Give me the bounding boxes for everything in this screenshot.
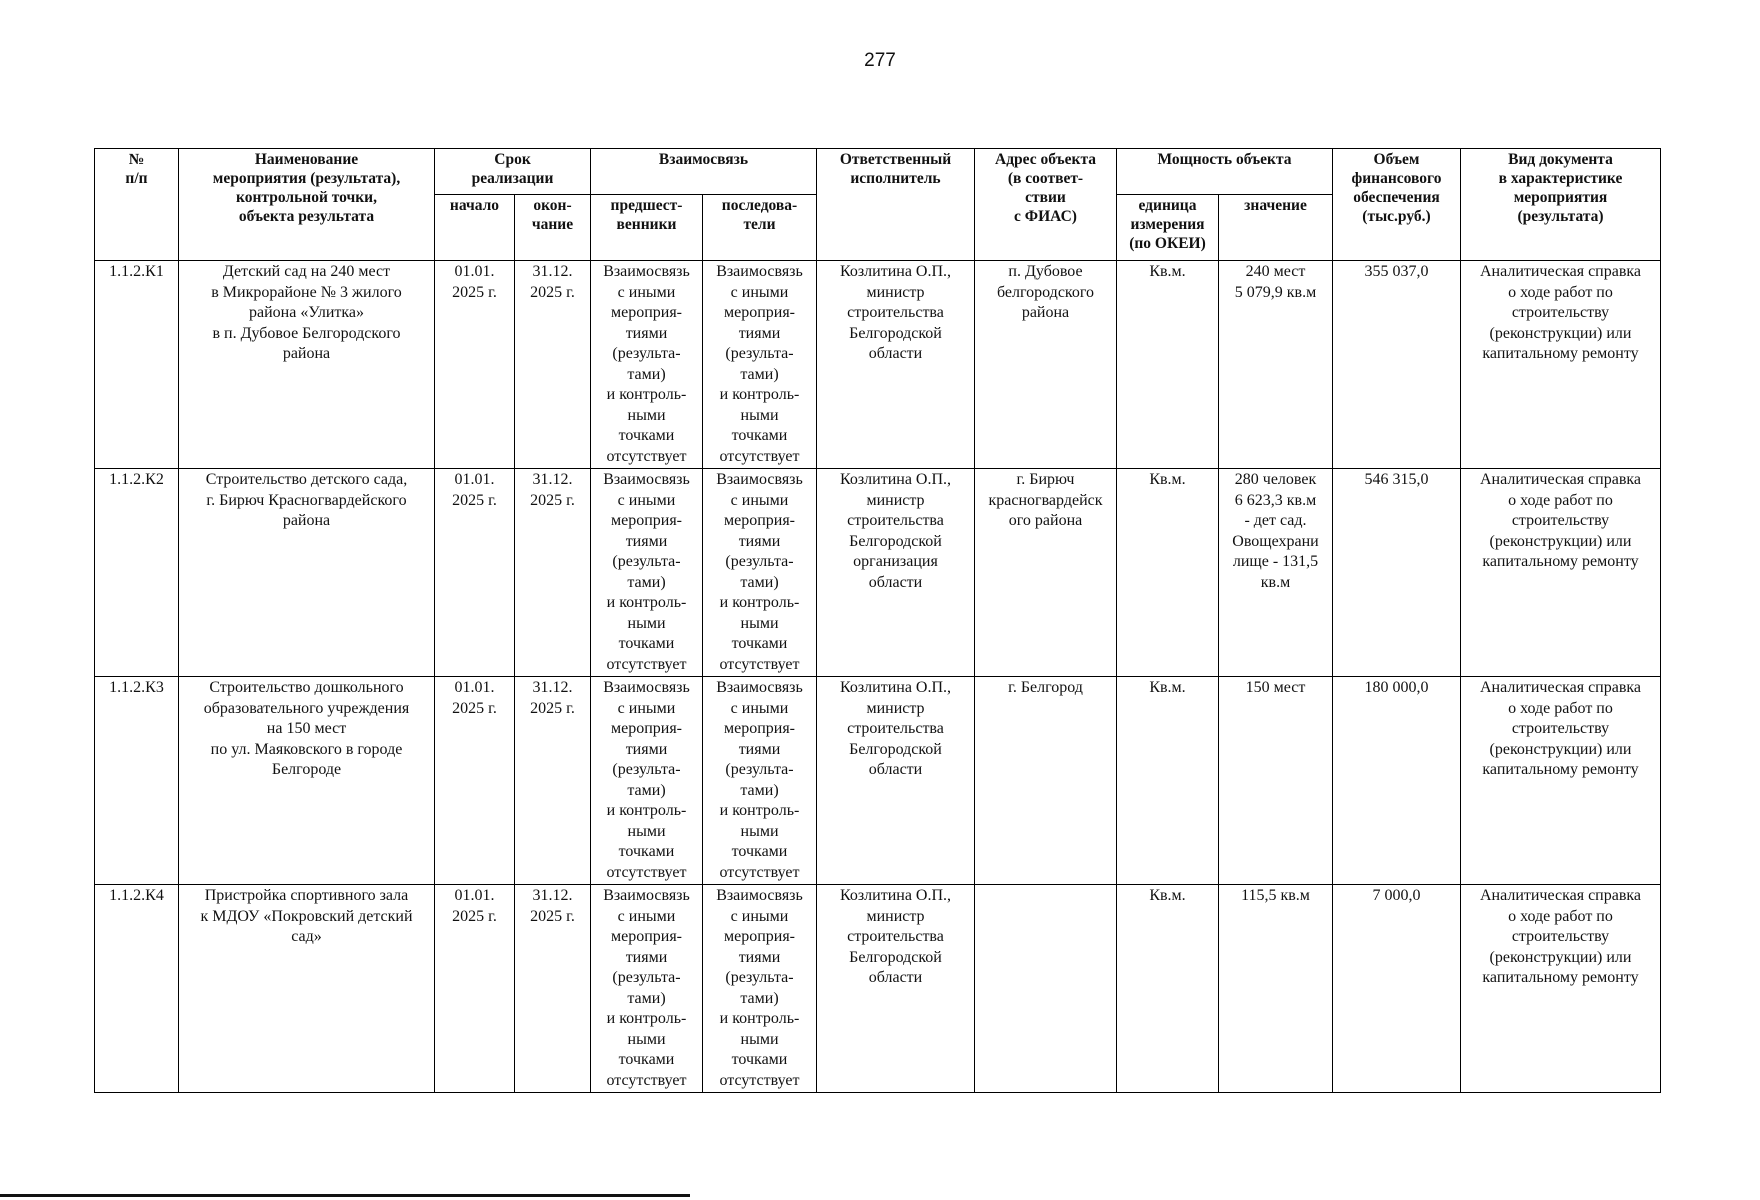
header-period: Срок реализации [435,149,591,195]
cell-doc-type: Аналитическая справка о ходе работ по строительству (реконструкции) или капитальному ремонту [1461,677,1661,885]
cell-successors: Взаимосвязь с иными мероприя- тиями (результа- тами) и контроль- ными точками отсутствует [703,261,817,469]
header-value: значение [1219,195,1333,261]
cell-name: Пристройка спортивного зала к МДОУ «Покровский детский сад» [179,885,435,1093]
cell-successors: Взаимосвязь с иными мероприя- тиями (результа- тами) и контроль- ными точками отсутствует [703,885,817,1093]
cell-address: г. Бирюч красногвардейск ого района [975,469,1117,677]
table-row [95,677,1661,885]
cell-address: п. Дубовое белгородского района [975,261,1117,469]
cell-predecessors: Взаимосвязь с иными мероприя- тиями (результа- тами) и контроль- ными точками отсутствует [591,261,703,469]
cell-num: 1.1.2.К1 [95,261,179,469]
cell-start: 01.01. 2025 г. [435,469,515,677]
header-num: № п/п [95,149,179,261]
cell-successors: Взаимосвязь с иными мероприя- тиями (результа- тами) и контроль- ными точками отсутствует [703,677,817,885]
header-capacity: Мощность объекта [1117,149,1333,195]
cell-responsible: Козлитина О.П., министр строительства Белгородской области [817,885,975,1093]
cell-end: 31.12. 2025 г. [515,469,591,677]
cell-unit: Кв.м. [1117,677,1219,885]
table-row [95,261,1661,469]
header-relation: Взаимосвязь [591,149,817,195]
cell-value: 115,5 кв.м [1219,885,1333,1093]
cell-end: 31.12. 2025 г. [515,677,591,885]
cell-start: 01.01. 2025 г. [435,885,515,1093]
header-funding: Объем финансового обеспечения (тыс.руб.) [1333,149,1461,261]
cell-funding: 180 000,0 [1333,677,1461,885]
cell-funding: 355 037,0 [1333,261,1461,469]
cell-value: 240 мест 5 079,9 кв.м [1219,261,1333,469]
cell-value: 280 человек 6 623,3 кв.м - дет сад. Овощехрани лище - 131,5 кв.м [1219,469,1333,677]
header-name: Наименование мероприятия (результата), контрольной точки, объекта результата [179,149,435,261]
cell-responsible: Козлитина О.П., министр строительства Белгородской области [817,261,975,469]
cell-value: 150 мест [1219,677,1333,885]
header-end: окон- чание [515,195,591,261]
cell-predecessors: Взаимосвязь с иными мероприя- тиями (результа- тами) и контроль- ными точками отсутствует [591,677,703,885]
cell-doc-type: Аналитическая справка о ходе работ по строительству (реконструкции) или капитальному ремонту [1461,469,1661,677]
cell-name: Детский сад на 240 мест в Микрорайоне № 3 жилого района «Улитка» в п. Дубовое Белгородского района [179,261,435,469]
header-successors: последова- тели [703,195,817,261]
cell-unit: Кв.м. [1117,261,1219,469]
page-number: 277 [864,50,896,71]
cell-funding: 546 315,0 [1333,469,1461,677]
cell-end: 31.12. 2025 г. [515,261,591,469]
header-unit: единица измерения (по ОКЕИ) [1117,195,1219,261]
cell-end: 31.12. 2025 г. [515,885,591,1093]
cell-name: Строительство дошкольного образовательного учреждения на 150 мест по ул. Маяковского в городе Белгороде [179,677,435,885]
cell-name: Строительство детского сада, г. Бирюч Красногвардейского района [179,469,435,677]
cell-successors: Взаимосвязь с иными мероприя- тиями (результа- тами) и контроль- ными точками отсутствует [703,469,817,677]
cell-funding: 7 000,0 [1333,885,1461,1093]
cell-unit: Кв.м. [1117,885,1219,1093]
activities-table [94,148,1661,1093]
cell-responsible: Козлитина О.П., министр строительства Белгородской организация области [817,469,975,677]
cell-start: 01.01. 2025 г. [435,261,515,469]
cell-start: 01.01. 2025 г. [435,677,515,885]
header-doc-type: Вид документа в характеристике мероприятия (результата) [1461,149,1661,261]
cell-predecessors: Взаимосвязь с иными мероприя- тиями (результа- тами) и контроль- ными точками отсутствует [591,885,703,1093]
cell-num: 1.1.2.К3 [95,677,179,885]
cell-doc-type: Аналитическая справка о ходе работ по строительству (реконструкции) или капитальному ремонту [1461,261,1661,469]
table-header [95,149,1661,261]
cell-address [975,885,1117,1093]
table-row [95,885,1661,1093]
header-address: Адрес объекта (в соответ- ствии с ФИАС) [975,149,1117,261]
cell-num: 1.1.2.К2 [95,469,179,677]
header-start: начало [435,195,515,261]
scan-edge-line [0,1194,690,1197]
table-row [95,469,1661,677]
cell-responsible: Козлитина О.П., министр строительства Белгородской области [817,677,975,885]
cell-address: г. Белгород [975,677,1117,885]
cell-num: 1.1.2.К4 [95,885,179,1093]
cell-unit: Кв.м. [1117,469,1219,677]
table-body [95,261,1661,1093]
header-predecessors: предшест- венники [591,195,703,261]
cell-predecessors: Взаимосвязь с иными мероприя- тиями (результа- тами) и контроль- ными точками отсутствует [591,469,703,677]
header-responsible: Ответственный исполнитель [817,149,975,261]
cell-doc-type: Аналитическая справка о ходе работ по строительству (реконструкции) или капитальному ремонту [1461,885,1661,1093]
